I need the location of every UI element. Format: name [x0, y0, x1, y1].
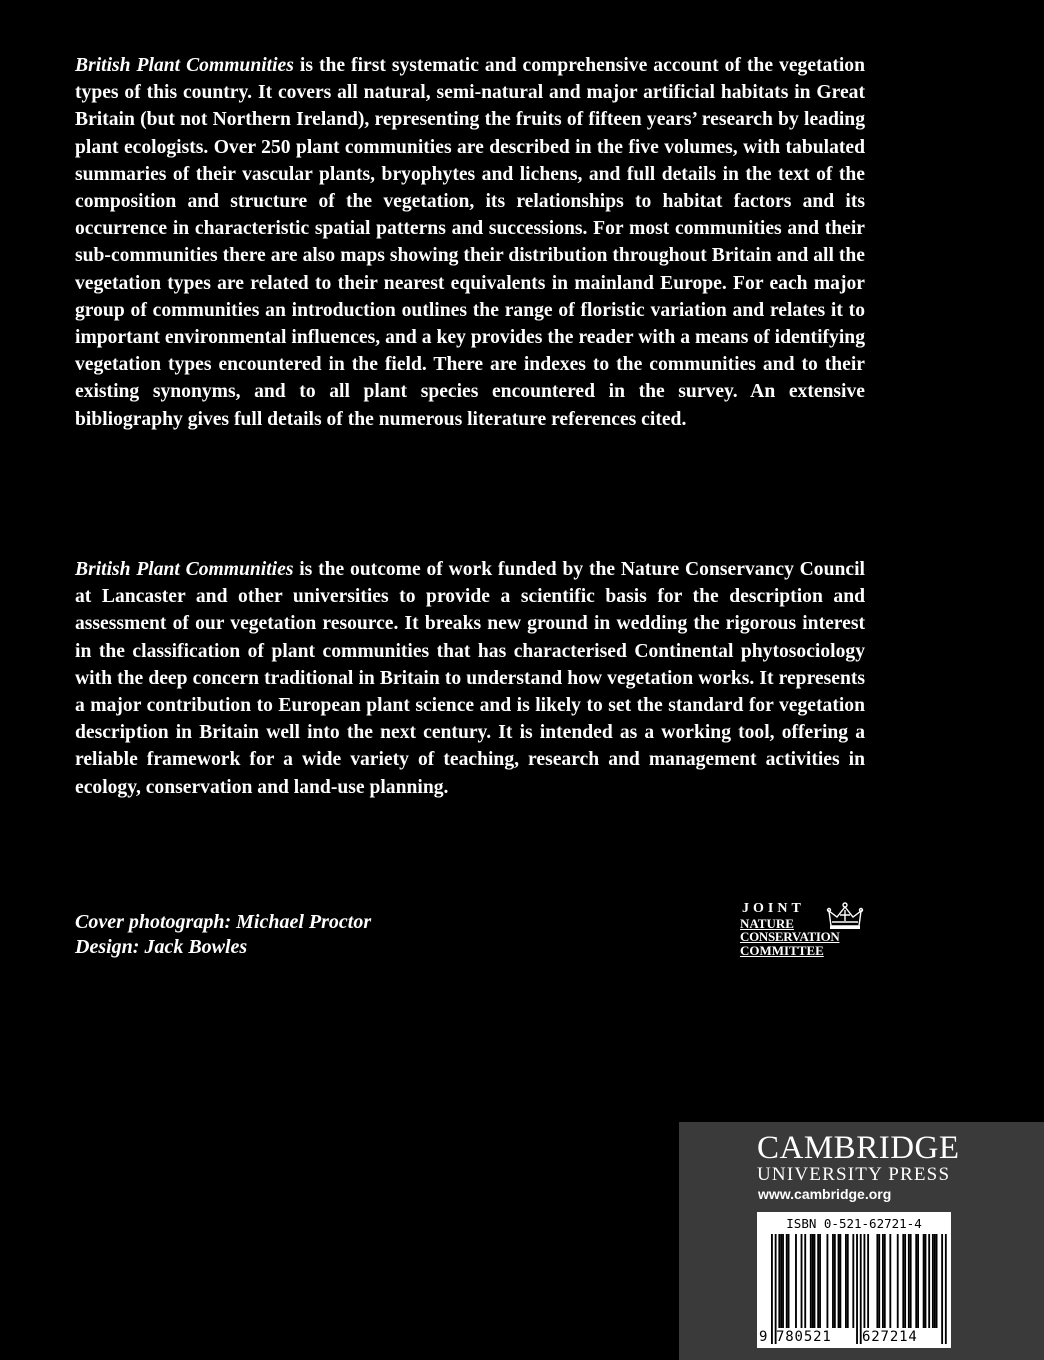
barcode-bar — [882, 1234, 884, 1328]
barcode-bar — [860, 1234, 862, 1344]
publisher-subname: UNIVERSITY PRESS — [757, 1164, 951, 1185]
barcode-bar — [917, 1234, 919, 1328]
barcode-bar — [876, 1234, 878, 1328]
paragraph-1-text: is the first systematic and comprehensive account of the vegetation types of this country. It covers all natural, semi-natural and major artificial habitats in Great Britain (but not Northern Ireland), representing the fruits of fifteen years’ research by leading plant ecologists. Over 250 plant communities are described in the five volumes, with tabulated summaries of their vascular plants, bryophytes and lichens, and full details in the text of the composition and structure of the vegetation, its relationships to habitat factors and its occurrence in characteristic spatial patterns and successions. For most communities and their sub-communities there are also maps showing their distribution throughout Britain and all the vegetation types are related to their nearest equivalents in mainland Europe. For each major group of communities an introduction outlines the range of floristic variation and relates it to important environmental influences, and a key provides the reader with a means of identifying vegetation types encountered in the field. There are indexes to the communities and to their existing synonyms, and to all plant species encountered in the survey. An extensive bibliography gives full details of the numerous literature references cited. — [75, 55, 865, 430]
jncc-line-nature: NATURE — [740, 916, 794, 931]
barcode-bar — [801, 1234, 803, 1328]
barcode-bar — [923, 1234, 925, 1328]
barcode-bar — [945, 1234, 947, 1344]
barcode-bar — [814, 1234, 816, 1328]
barcode-bar — [780, 1234, 782, 1328]
design-credit: Design: Jack Bowles — [75, 936, 248, 958]
barcode-left-digits: 780521 — [776, 1329, 832, 1345]
publisher-url: www.cambridge.org — [758, 1186, 892, 1202]
barcode-bar — [852, 1234, 854, 1328]
barcode-bar — [908, 1234, 910, 1328]
barcode-bar — [856, 1234, 858, 1344]
barcode-bar — [847, 1234, 849, 1328]
barcode-bar — [810, 1234, 812, 1328]
crown-icon — [826, 902, 864, 930]
cover-credits — [75, 910, 371, 960]
barcode-bar — [884, 1234, 886, 1328]
barcode-bar — [941, 1234, 943, 1344]
barcode-bar — [897, 1234, 899, 1328]
jncc-logo — [740, 902, 865, 960]
barcode-bar — [786, 1234, 788, 1328]
barcode-bar — [928, 1234, 930, 1328]
barcode-bar — [934, 1234, 936, 1328]
barcode-right-digits: 627214 — [862, 1329, 918, 1345]
publisher-name: CAMBRIDGE — [757, 1130, 960, 1166]
barcode-bar — [834, 1234, 836, 1328]
isbn-barcode — [757, 1212, 951, 1348]
barcode-bar — [936, 1234, 938, 1328]
barcode-bar — [775, 1234, 777, 1344]
barcode-bar — [782, 1234, 784, 1328]
barcode-bar — [778, 1234, 780, 1328]
barcode-bar — [804, 1234, 806, 1328]
barcode-bar — [839, 1234, 841, 1328]
barcode-bar — [867, 1234, 869, 1328]
barcode-lead-digit: 9 — [759, 1329, 768, 1345]
barcode-bar — [845, 1234, 847, 1328]
book-title-italic: British Plant Communities — [75, 55, 294, 76]
barcode-bar — [819, 1234, 821, 1328]
paragraph-2-text: is the outcome of work funded by the Nature Conservancy Council at Lancaster and other universities to provide a scientific basis for the description and assessment of our vegetation resource. It breaks new ground in wedding the rigorous interest in the classification of plant communities that has characterised Continental phytosociology with the deep concern traditional in Britain to understand how vegetation works. It represents a major contribution to European plant science and is likely to set the standard for vegetation description in Britain well into the next century. It is intended as a working tool, offering a reliable framework for a wide variety of teaching, research and management activities in ecology, conservation and land-use planning. — [75, 559, 865, 798]
barcode-bar — [812, 1234, 814, 1328]
barcode-bar — [795, 1234, 797, 1328]
barcode-bar — [932, 1234, 934, 1328]
barcode-bar — [817, 1234, 819, 1328]
barcode-bar — [827, 1234, 829, 1328]
barcode-bar — [910, 1234, 912, 1328]
barcode-bar — [878, 1234, 880, 1328]
barcode-bar — [915, 1234, 917, 1328]
description-paragraph-2 — [75, 556, 865, 801]
photo-credit: Cover photograph: Michael Proctor — [75, 911, 372, 933]
description-paragraph-1 — [75, 52, 865, 433]
publisher-panel — [679, 1122, 1044, 1360]
barcode-bar — [902, 1234, 904, 1328]
book-title-italic: British Plant Communities — [75, 559, 294, 580]
barcode-bar — [832, 1234, 834, 1328]
barcode-bar — [788, 1234, 790, 1328]
barcode-bar — [925, 1234, 927, 1328]
barcode-bar — [864, 1234, 866, 1328]
jncc-line-committee: COMMITTEE — [740, 943, 824, 958]
jncc-line-joint: JOINT — [742, 901, 805, 916]
barcode-bar — [889, 1234, 891, 1328]
barcode-bar — [904, 1234, 906, 1328]
barcode-bars — [757, 1212, 951, 1348]
jncc-line-conservation: CONSERVATION — [740, 929, 840, 944]
barcode-bar — [838, 1234, 840, 1328]
barcode-bar — [771, 1234, 773, 1344]
isbn-label: ISBN 0-521-62721-4 — [786, 1216, 922, 1231]
